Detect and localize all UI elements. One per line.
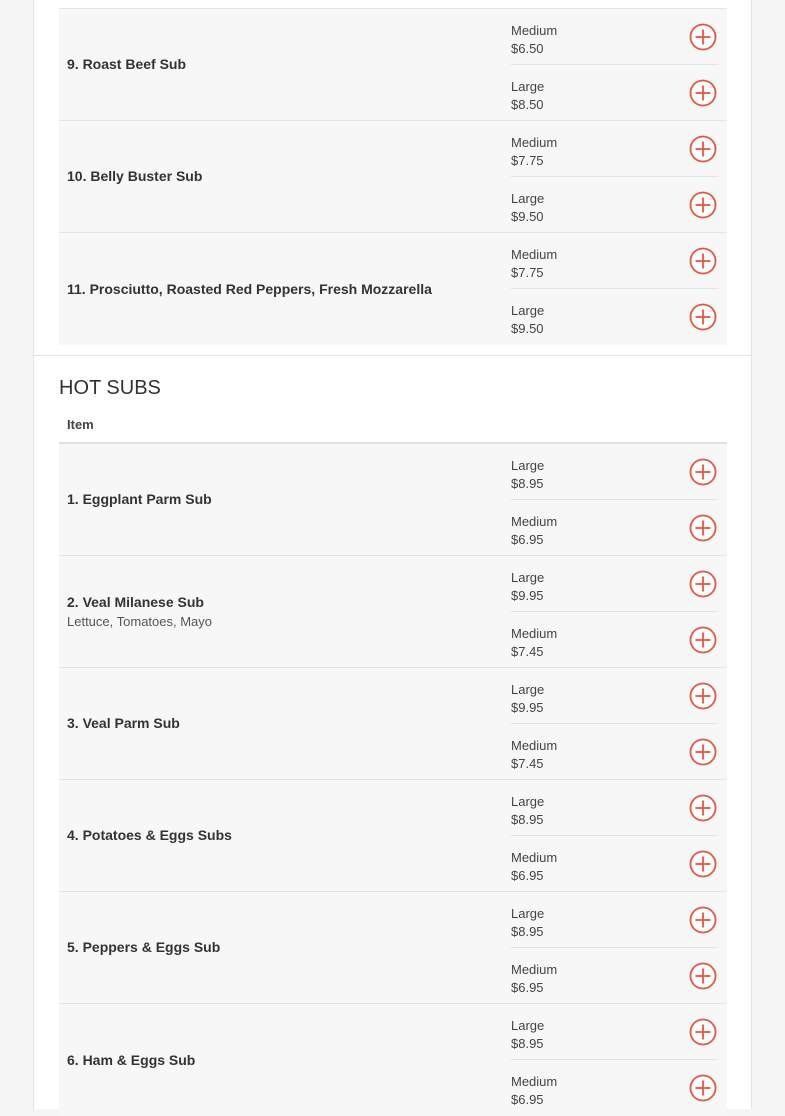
item-info	[67, 233, 497, 345]
menu-item-row	[59, 444, 727, 556]
price-option	[511, 724, 719, 780]
size-label: Large	[511, 570, 545, 585]
add-to-order-button[interactable]	[689, 906, 717, 934]
item-info	[67, 9, 497, 120]
add-to-order-button[interactable]	[689, 458, 717, 486]
price-options	[511, 780, 719, 892]
size-label: Medium	[511, 850, 558, 865]
price-options	[511, 1004, 719, 1116]
item-info	[67, 892, 497, 1003]
price-option	[511, 1004, 719, 1060]
price-label: $8.95	[511, 812, 544, 827]
price-label: $6.95	[511, 868, 544, 883]
menu-item-row	[59, 9, 727, 121]
size-label: Medium	[511, 1074, 558, 1089]
hot-subs-list	[59, 442, 727, 1116]
menu-item-row	[59, 556, 727, 668]
plus-circle-icon	[689, 626, 717, 654]
size-label: Medium	[511, 247, 558, 262]
add-to-order-button[interactable]	[689, 191, 717, 219]
item-info	[67, 556, 497, 667]
menu-item-row	[59, 121, 727, 233]
plus-circle-icon	[689, 23, 717, 51]
price-label: $6.95	[511, 532, 544, 547]
price-option	[511, 612, 719, 668]
price-options	[511, 233, 719, 345]
price-label: $7.45	[511, 756, 544, 771]
price-label: $8.50	[511, 97, 544, 112]
plus-circle-icon	[689, 247, 717, 275]
item-name: 4. Potatoes & Eggs Subs	[67, 827, 232, 843]
plus-circle-icon	[689, 514, 717, 542]
add-to-order-button[interactable]	[689, 1074, 717, 1102]
price-label: $7.75	[511, 265, 544, 280]
price-option	[511, 556, 719, 612]
plus-circle-icon	[689, 738, 717, 766]
price-label: $8.95	[511, 476, 544, 491]
item-name: 2. Veal Milanese Sub	[67, 593, 204, 610]
menu-item-row	[59, 780, 727, 892]
add-to-order-button[interactable]	[689, 514, 717, 542]
price-options	[511, 9, 719, 121]
price-label: $8.95	[511, 1036, 544, 1051]
plus-circle-icon	[689, 458, 717, 486]
item-info	[67, 444, 497, 555]
price-options	[511, 444, 719, 556]
plus-circle-icon	[689, 850, 717, 878]
add-to-order-button[interactable]	[689, 626, 717, 654]
price-label: $6.95	[511, 1092, 544, 1107]
add-to-order-button[interactable]	[689, 23, 717, 51]
item-name: 11. Prosciutto, Roasted Red Peppers, Fresh Mozzarella	[67, 280, 432, 297]
plus-circle-icon	[689, 794, 717, 822]
size-label: Large	[511, 1018, 545, 1033]
size-label: Large	[511, 191, 545, 206]
add-to-order-button[interactable]	[689, 794, 717, 822]
size-label: Large	[511, 79, 545, 94]
item-name: 6. Ham & Eggs Sub	[67, 1051, 196, 1068]
item-info	[67, 668, 497, 779]
section-title: HOT SUBS	[59, 377, 161, 399]
size-label: Large	[511, 303, 545, 318]
item-name: 10. Belly Buster Sub	[67, 168, 203, 184]
size-label: Large	[511, 682, 545, 697]
add-to-order-button[interactable]	[689, 570, 717, 598]
price-options	[511, 668, 719, 780]
menu-item-row	[59, 892, 727, 1004]
add-to-order-button[interactable]	[689, 135, 717, 163]
item-description: Lettuce, Tomatoes, Mayo	[67, 613, 213, 629]
price-option	[511, 948, 719, 1004]
item-name: 1. Eggplant Parm Sub	[67, 491, 212, 507]
size-label: Medium	[511, 23, 558, 38]
price-option	[511, 1060, 719, 1116]
price-option	[511, 121, 719, 177]
price-option	[511, 9, 719, 65]
plus-circle-icon	[689, 191, 717, 219]
cold-subs-list	[59, 8, 727, 345]
plus-circle-icon	[689, 682, 717, 710]
item-info	[67, 1004, 497, 1116]
price-option	[511, 289, 719, 345]
price-label: $8.95	[511, 924, 544, 939]
item-info	[67, 780, 497, 891]
size-label: Large	[511, 794, 545, 809]
add-to-order-button[interactable]	[689, 682, 717, 710]
price-label: $9.95	[511, 700, 544, 715]
price-options	[511, 892, 719, 1004]
price-label: $7.45	[511, 644, 544, 659]
price-options	[511, 121, 719, 233]
menu-item-row	[59, 668, 727, 780]
add-to-order-button[interactable]	[689, 79, 717, 107]
column-header-item: Item	[67, 417, 94, 432]
price-label: $9.95	[511, 588, 544, 603]
add-to-order-button[interactable]	[689, 962, 717, 990]
size-label: Medium	[511, 626, 558, 641]
price-option	[511, 836, 719, 892]
plus-circle-icon	[689, 570, 717, 598]
size-label: Medium	[511, 514, 558, 529]
add-to-order-button[interactable]	[689, 850, 717, 878]
menu-item-row	[59, 233, 727, 345]
item-info	[67, 121, 497, 232]
plus-circle-icon	[689, 962, 717, 990]
price-label: $7.75	[511, 153, 544, 168]
plus-circle-icon	[689, 1018, 717, 1046]
plus-circle-icon	[689, 1074, 717, 1102]
price-option	[511, 668, 719, 724]
item-name: 3. Veal Parm Sub	[67, 715, 180, 731]
price-option	[511, 177, 719, 233]
plus-circle-icon	[689, 906, 717, 934]
item-name: 9. Roast Beef Sub	[67, 56, 187, 72]
add-to-order-button[interactable]	[689, 303, 717, 331]
cold-subs-section	[33, 0, 752, 356]
size-label: Medium	[511, 135, 558, 150]
price-label: $9.50	[511, 209, 544, 224]
price-option	[511, 892, 719, 948]
price-option	[511, 500, 719, 556]
item-name: 5. Peppers & Eggs Sub	[67, 939, 221, 955]
size-label: Large	[511, 906, 545, 921]
menu-item-row	[59, 1004, 727, 1116]
add-to-order-button[interactable]	[689, 738, 717, 766]
size-label: Medium	[511, 738, 558, 753]
price-option	[511, 233, 719, 289]
price-options	[511, 556, 719, 668]
price-option	[511, 65, 719, 121]
price-option	[511, 780, 719, 836]
size-label: Large	[511, 458, 545, 473]
add-to-order-button[interactable]	[689, 247, 717, 275]
price-label: $9.50	[511, 321, 544, 336]
plus-circle-icon	[689, 79, 717, 107]
size-label: Medium	[511, 962, 558, 977]
hot-subs-section	[33, 356, 752, 1109]
price-option	[511, 444, 719, 500]
add-to-order-button[interactable]	[689, 1018, 717, 1046]
plus-circle-icon	[689, 303, 717, 331]
price-label: $6.50	[511, 41, 544, 56]
price-label: $6.95	[511, 980, 544, 995]
plus-circle-icon	[689, 135, 717, 163]
